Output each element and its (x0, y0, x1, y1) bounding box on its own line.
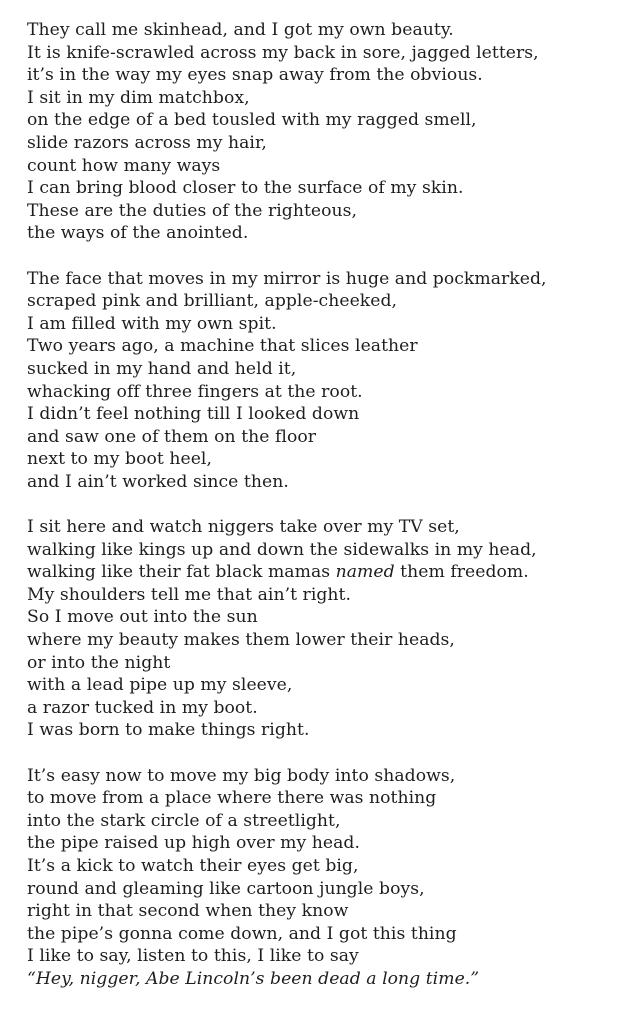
poem-line: The face that moves in my mirror is huge and pockmarked, (27, 268, 547, 289)
poem-line (27, 968, 631, 991)
poem-line (27, 561, 631, 584)
poem-line: sucked in my hand and held it, (27, 358, 297, 379)
poem-line: It’s a kick to watch their eyes get big, (27, 855, 359, 876)
stanza-4 (27, 765, 631, 991)
poem-line: or into the night (27, 652, 171, 673)
closing-quote-italic: “Hey, nigger, Abe Lincoln’s been dead a long time.” (27, 968, 480, 989)
stanza-2 (27, 268, 631, 494)
poem-line: where my beauty makes them lower their heads, (27, 630, 455, 651)
poem-line: round and gleaming like cartoon jungle boys, (27, 878, 425, 899)
poem-line: I sit here and watch niggers take over my TV set, (27, 517, 460, 538)
poem-line: on the edge of a bed tousled with my ragged smell, (27, 110, 477, 131)
poem-line: to move from a place where there was nothing (27, 788, 437, 809)
poem-line: I like to say, listen to this, I like to say (27, 946, 359, 967)
line-text-segment: them freedom. (394, 562, 529, 583)
poem-line: I sit in my dim matchbox, (27, 87, 250, 108)
poem-line: I didn’t feel nothing till I looked down (27, 404, 360, 425)
stanza-1 (27, 19, 631, 245)
poem-line: next to my boot heel, (27, 449, 212, 470)
poem-line: They call me skinhead, and I got my own beauty. (27, 20, 454, 40)
poem-line: My shoulders tell me that ain’t right. (27, 584, 352, 605)
poem-line: It’s easy now to move my big body into shadows, (27, 765, 456, 786)
poem-line: with a lead pipe up my sleeve, (27, 675, 293, 696)
poem-line: into the stark circle of a streetlight, (27, 810, 341, 831)
poem-line: it’s in the way my eyes snap away from the obvious. (27, 65, 483, 86)
poem-line: Two years ago, a machine that slices leather (27, 336, 418, 357)
line-text-segment: walking like their fat black mamas (27, 562, 336, 583)
poem-line: I was born to make things right. (27, 720, 310, 741)
poem-line: the ways of the anointed. (27, 223, 249, 244)
poem-line: whacking off three fingers at the root. (27, 381, 363, 402)
emphasis-word: named (335, 562, 395, 583)
poem-line: count how many ways (27, 155, 221, 176)
poem-line: slide razors across my hair, (27, 132, 267, 153)
poem-line: right in that second when they know (27, 901, 349, 922)
poem-line: the pipe raised up high over my head. (27, 833, 360, 854)
poem-line: walking like kings up and down the sidewalks in my head, (27, 539, 537, 560)
poem-line: scraped pink and brilliant, apple-cheeked, (27, 291, 398, 312)
poem-line: a razor tucked in my boot. (27, 697, 258, 718)
poem-line: I can bring blood closer to the surface of my skin. (27, 178, 464, 199)
stanza-3 (27, 516, 631, 742)
poem-line: and saw one of them on the floor (27, 426, 317, 447)
poem-line: and I ain’t worked since then. (27, 471, 289, 492)
poem-line: It is knife-scrawled across my back in sore, jagged letters, (27, 42, 539, 63)
poem-line: These are the duties of the righteous, (27, 200, 358, 221)
poem-line: I am filled with my own spit. (27, 313, 277, 334)
poem-line: So I move out into the sun (27, 607, 258, 628)
poem-line: the pipe’s gonna come down, and I got this thing (27, 923, 457, 944)
